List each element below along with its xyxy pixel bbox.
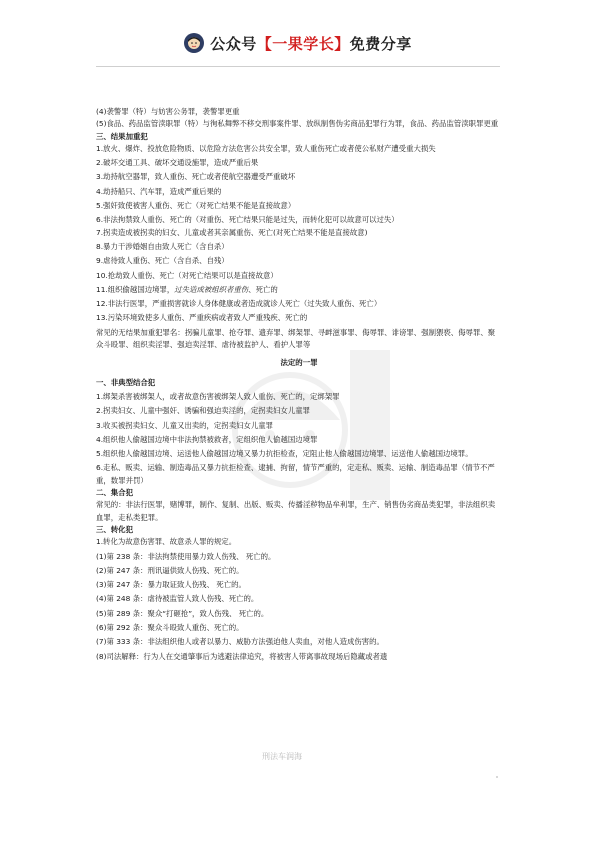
list-item: 2.破坏交通工具、破坏交通设施罪，造成严重后果	[96, 158, 259, 168]
section-heading: 一、非典型结合犯	[96, 377, 156, 387]
list-item: (8)司法解释：行为人在交通肇事后为逃避法律追究，将被害人带离事故现场后隐藏或者遗	[96, 651, 388, 661]
list-item: 12.非法行医罪，严重损害就诊人身体健康或者造成就诊人死亡（过失致人重伤、死亡）	[96, 299, 382, 309]
list-item: 13.污染环境致使多人重伤、严重疾病或者致人严重残疾、死亡的	[96, 313, 308, 323]
list-item: 4.劫持船只、汽车罪，造成严重后果的	[96, 186, 222, 196]
list-item: 3.劫持航空器罪，致人重伤、死亡或者使航空器遭受严重破坏	[96, 172, 296, 182]
list-item: 7.拐卖造成被拐卖的妇女、儿童或者其亲属重伤、死亡(对死亡结果不能是直接故意)	[96, 227, 368, 237]
para: (4)袭警罪（特）与妨害公务罪，袭警罪更重	[96, 107, 240, 116]
list-item: 6.走私、贩卖、运输、制造毒品又暴力抗拒检查、逮捕、拘留，情节严重的，定走私、贩卖、运输、制造毒品罪（情节不严重，数罪并罚）	[96, 463, 495, 485]
list-item: 1.绑架杀害被绑架人，或者故意伤害被绑架人致人重伤、死亡的，定绑架罪	[96, 391, 340, 401]
list-item: 1.转化为故意伤害罪、故意杀人罪的规定。	[96, 537, 237, 547]
section-heading: 三、转化犯	[96, 524, 133, 534]
list-item: 9.虐待致人重伤、死亡（含自杀、自残）	[96, 256, 229, 266]
avatar-logo-icon	[184, 33, 204, 53]
list-item: 4.组织他人偷越国边境中非法拘禁被救者，定组织他人偷越国边境罪	[96, 434, 318, 444]
section-heading: 三、结果加重犯	[96, 131, 148, 141]
list-item: (3)第 247 条：暴力取证致人伤残、 死亡的。	[96, 580, 246, 590]
section-heading: 二、集合犯	[96, 488, 133, 498]
list-item: (6)第 292 条：聚众斗殴致人重伤、死亡的。	[96, 622, 244, 632]
header-banner	[0, 28, 596, 58]
section-title: 法定的一罪	[280, 358, 318, 368]
list-item: (4)第 248 条：虐待被监管人致人伤残、死亡的。	[96, 594, 259, 604]
list-item: (1)第 238 条：非法拘禁使用暴力致人伤残、 死亡的。	[96, 551, 276, 561]
page-mark	[496, 776, 498, 778]
list-item: 3.收买被拐卖妇女、儿童又出卖的，定拐卖妇女儿童罪	[96, 420, 274, 430]
list-item: 10.抢劫致人重伤、死亡（对死亡结果可以是直接故意）	[96, 270, 278, 280]
header-divider	[96, 66, 500, 67]
list-item: 11.组织偷越国边境罪，过失造成被组织者重伤、死亡的	[96, 284, 278, 294]
list-item: 1.放火、爆炸、投放危险物质、以危险方法危害公共安全罪，致人重伤死亡或者使公私财产遭受重大损失	[96, 143, 436, 153]
para: 常见的无结果加重犯罪名：拐骗儿童罪、抢夺罪、遗弃罪、绑架罪、寻衅滋事罪、侮辱罪、诽谤罪、强制猥亵、侮辱罪、聚众斗殴罪、组织卖淫罪、强迫卖淫罪、虐待被监护人、看护人罪等	[96, 327, 496, 350]
list-item: (2)第 247 条：刑讯逼供致人伤残、死亡的。	[96, 565, 244, 575]
list-item: 2.拐卖妇女、儿童中强奸、诱骗和强迫卖淫的，定拐卖妇女儿童罪	[96, 406, 310, 416]
list-item: 8.暴力干涉婚姻自由致人死亡（含自杀）	[96, 241, 229, 251]
para: 常见的：非法行医罪，赌博罪，制作、复制、出版、贩卖、传播淫秽物品牟利罪，生产、销售伪劣商品类犯罪，非法组织卖血罪，走私类犯罪。	[96, 500, 496, 522]
list-item: (5)第 289 条：聚众“打砸抢”，致人伤残、 死亡的。	[96, 608, 269, 618]
list-item: 6.非法拘禁致人重伤、死亡的（对重伤、死亡结果只能是过失，而转化犯可以故意可以过失）	[96, 215, 399, 225]
header-title: 公众号【一果学长】免费分享	[210, 34, 412, 53]
para: (5)食品、药品监管渎职罪（特）与徇私舞弊不移交刑事案件罪、放纵制售伪劣商品犯罪行为罪，食品、药品监管渎职罪更重	[96, 119, 499, 129]
list-item: 5.组织他人偷越国边境、运送他人偷越国边境又暴力抗拒检查，定阻止他人偷越国边境罪、运送他人偷越国边境罪。	[96, 449, 473, 459]
document-body	[96, 106, 502, 663]
watermark-text: 刑法车润海	[262, 752, 302, 761]
list-item: (7)第 333 条：非法组织他人或者以暴力、威胁方法强迫他人卖血，对他人造成伤害的。	[96, 637, 384, 647]
list-item: 5.强奸致使被害人重伤、死亡（对死亡结果不能是直接故意）	[96, 201, 296, 211]
